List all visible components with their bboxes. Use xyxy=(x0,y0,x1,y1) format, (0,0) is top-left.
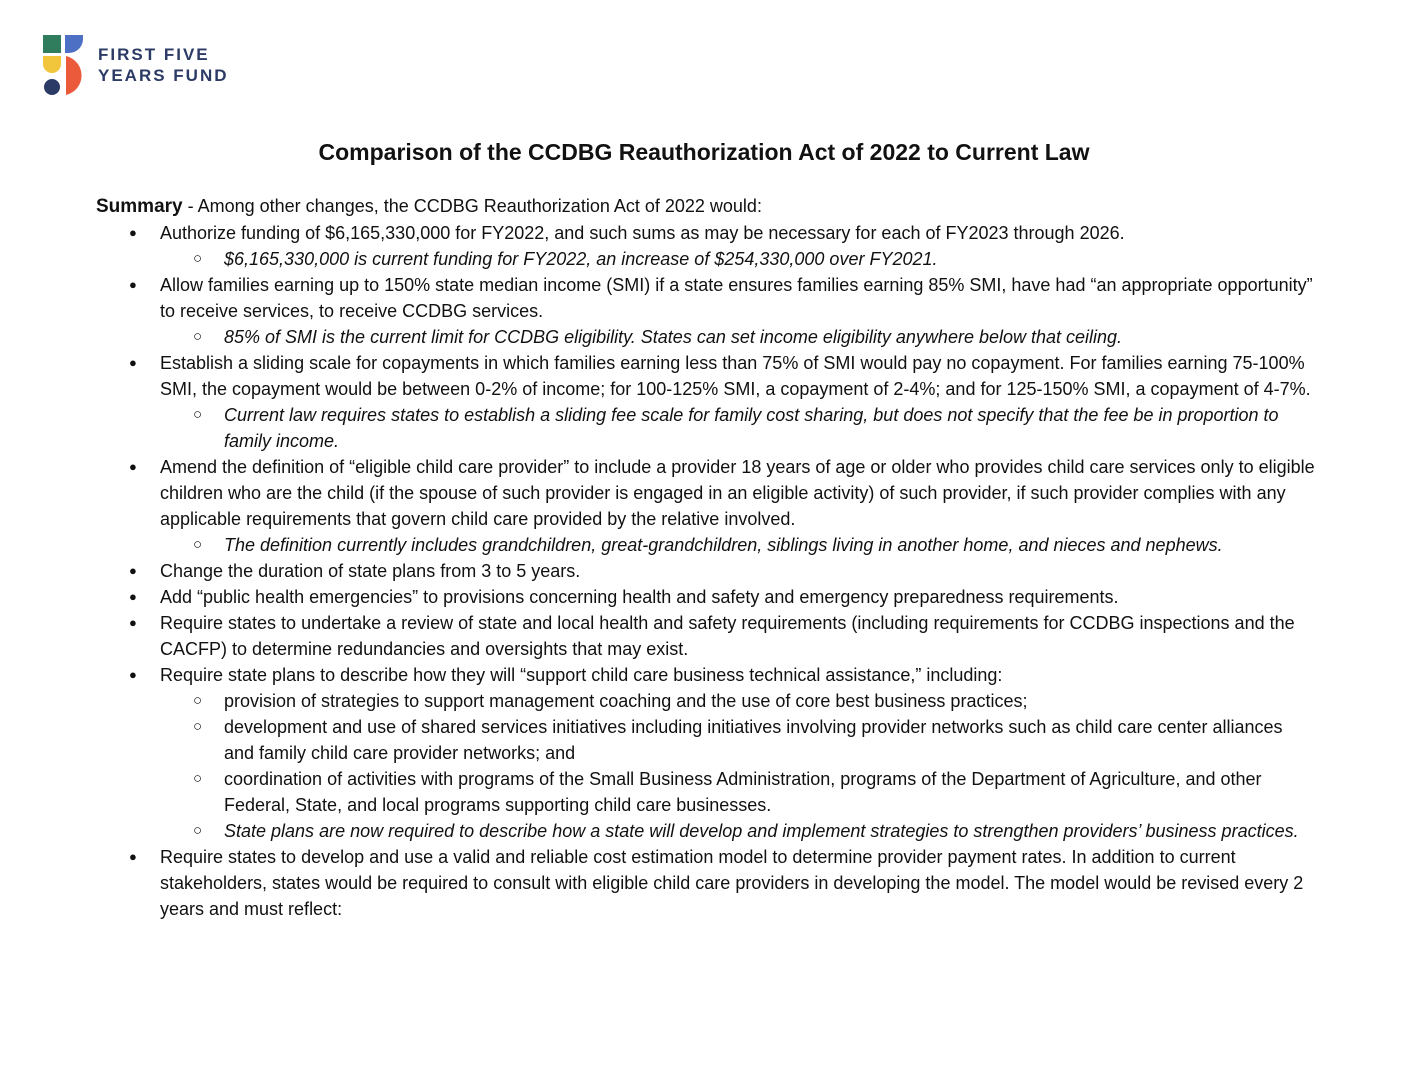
bullet-text: Require states to undertake a review of state and local health and safety requirements (including requirements for CCDBG inspections and the CACFP) to determine redundancies and oversights that may exist. xyxy=(160,613,1295,659)
bullet-item xyxy=(96,350,1316,454)
summary-text: - Among other changes, the CCDBG Reauthorization Act of 2022 would: xyxy=(182,196,762,216)
sub-bullet-item: ○ provision of strategies to support management coaching and the use of core best business practices; xyxy=(160,688,1316,714)
bullet-text: Require state plans to describe how they will “support child care business technical assistance,” including: xyxy=(160,665,1003,685)
bullet-text: Authorize funding of $6,165,330,000 for FY2022, and such sums as may be necessary for each of FY2023 through 2026. xyxy=(160,223,1125,243)
bullet-item xyxy=(96,610,1316,662)
first-five-years-fund-logo xyxy=(43,35,253,97)
bullet-text: Establish a sliding scale for copayments in which families earning less than 75% of SMI would pay no copayment. For families earning 75-100% SMI, the copayment would be between 0-2% of income; for 100-125% SMI, a copayment of 2-4%; and for 125-150% SMI, a copayment of 4-7%. xyxy=(160,353,1311,399)
sub-bullet-item: ○ development and use of shared services initiatives including initiatives involving provider networks such as child care center alliances and family child care provider networks; and xyxy=(160,714,1316,766)
document-body xyxy=(96,193,1316,922)
bullet-item xyxy=(96,272,1316,350)
sub-bullet-item: ○ The definition currently includes grandchildren, great-grandchildren, siblings living in another home, and nieces and nephews. xyxy=(160,532,1316,558)
sub-bullet-list xyxy=(160,246,1316,272)
sub-bullet-item: ○ Current law requires states to establish a sliding fee scale for family cost sharing, but does not specify that the fee be in proportion to family income. xyxy=(160,402,1316,454)
bullet-text: Change the duration of state plans from 3 to 5 years. xyxy=(160,561,581,581)
bullet-text: Amend the definition of “eligible child care provider” to include a provider 18 years of age or older who provides child care services only to eligible children who are the child (if the spouse of such provider is engaged in an eligible activity) of such provider, if such provider complies with any applicable requirements that govern child care provided by the relative involved. xyxy=(160,457,1315,529)
bullet-list xyxy=(96,220,1316,922)
sub-bullet-list xyxy=(160,532,1316,558)
bullet-item xyxy=(96,558,1316,584)
document-title: Comparison of the CCDBG Reauthorization Act of 2022 to Current Law xyxy=(318,139,1090,165)
bullet-item xyxy=(96,844,1316,922)
summary-paragraph xyxy=(96,193,1316,220)
logo-text xyxy=(98,44,229,86)
bullet-text: Require states to develop and use a valid and reliable cost estimation model to determine provider payment rates. In addition to current stakeholders, states would be required to consult with eligible child care providers in developing the model. The model would be revised every 2 years and must reflect: xyxy=(160,847,1304,919)
bullet-item xyxy=(96,220,1316,272)
sub-bullet-list xyxy=(160,402,1316,454)
sub-bullet-list xyxy=(160,688,1316,844)
sub-bullet-item: ○ State plans are now required to describe how a state will develop and implement strategies to strengthen providers’ business practices. xyxy=(160,818,1316,844)
bullet-item xyxy=(96,584,1316,610)
sub-bullet-item: ○ $6,165,330,000 is current funding for FY2022, an increase of $254,330,000 over FY2021. xyxy=(160,246,1316,272)
sub-bullet-item: ○ 85% of SMI is the current limit for CCDBG eligibility. States can set income eligibility anywhere below that ceiling. xyxy=(160,324,1316,350)
logo-line-2: YEARS FUND xyxy=(98,66,229,85)
logo-mark-icon xyxy=(43,35,87,97)
sub-bullet-item: ○ coordination of activities with programs of the Small Business Administration, programs of the Department of Agriculture, and other Federal, State, and local programs supporting child care businesses. xyxy=(160,766,1316,818)
bullet-text: Allow families earning up to 150% state median income (SMI) if a state ensures families earning 85% SMI, have had “an appropriate opportunity” to receive services, to receive CCDBG services. xyxy=(160,275,1313,321)
summary-label: Summary xyxy=(96,196,183,217)
logo-line-1: FIRST FIVE xyxy=(98,45,210,64)
bullet-item xyxy=(96,662,1316,844)
bullet-item xyxy=(96,454,1316,558)
bullet-text: Add “public health emergencies” to provisions concerning health and safety and emergency preparedness requirements. xyxy=(160,587,1119,607)
sub-bullet-list xyxy=(160,324,1316,350)
